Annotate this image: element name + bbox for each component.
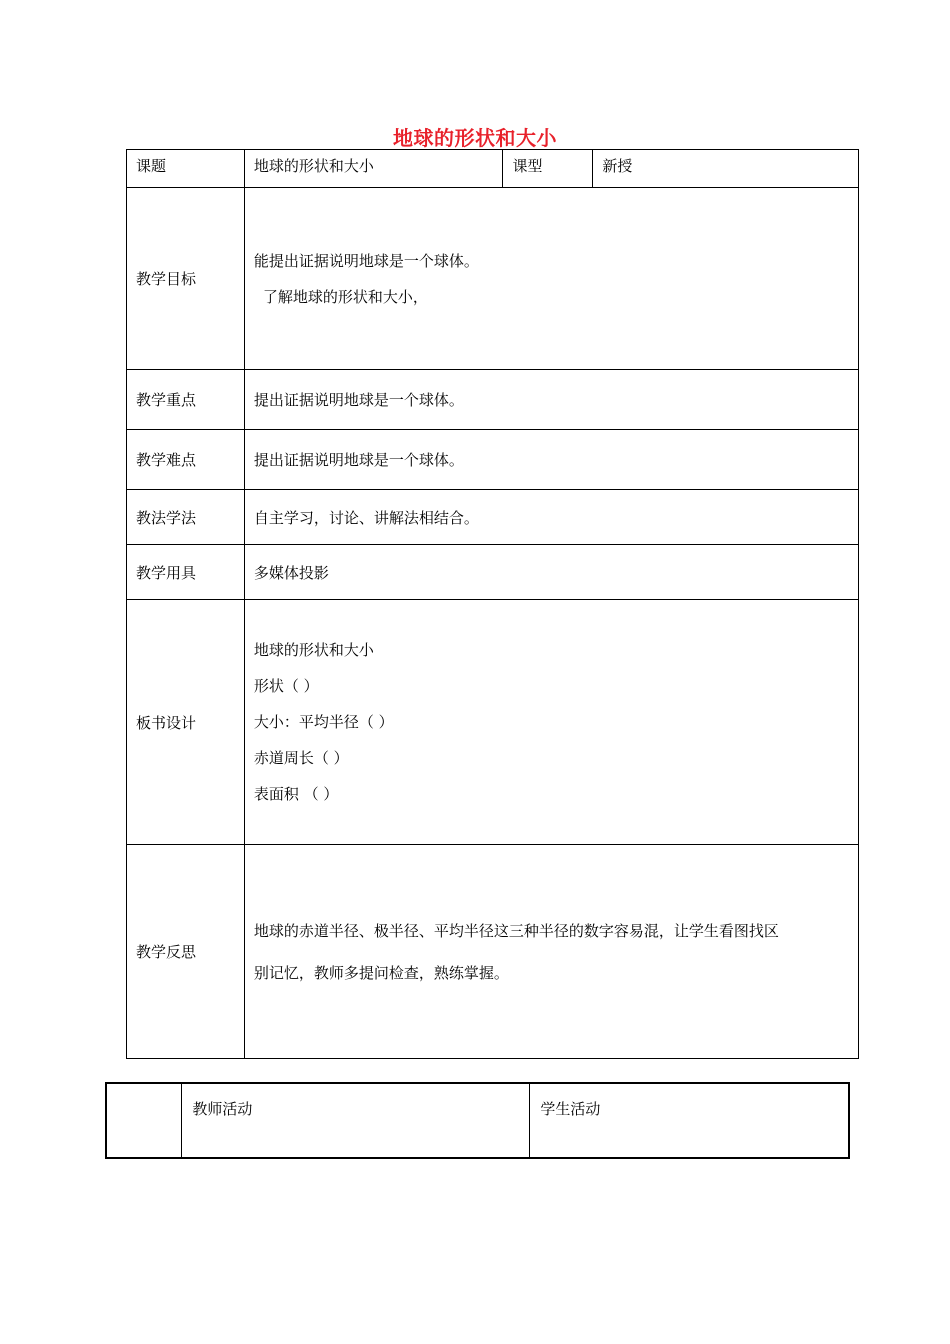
reflection-label: 教学反思 [127, 845, 245, 1059]
difficulties-row [127, 430, 859, 490]
reflection-row [127, 845, 859, 1059]
objective-line: 了解地球的形状和大小， [262, 287, 428, 306]
teacher-activity-header: 教师活动 [182, 1083, 530, 1158]
key-points-label: 教学重点 [127, 370, 245, 430]
activities-table [105, 1082, 850, 1159]
reflection-cell [244, 845, 858, 1059]
board-line: 表面积 （ ） [253, 785, 339, 803]
key-points-value: 提出证据说明地球是一个球体。 [244, 370, 858, 430]
objectives-label: 教学目标 [127, 188, 245, 370]
topic-value: 地球的形状和大小 [244, 150, 503, 188]
tools-value: 多媒体投影 [244, 545, 858, 600]
reflection-line: 地球的赤道半径、极半径、平均半径这三种半径的数字容易混，让学生看图找区 [253, 921, 779, 940]
page-title: 地球的形状和大小 [393, 126, 557, 150]
topic-label: 课题 [127, 150, 245, 188]
student-activity-header: 学生活动 [530, 1083, 849, 1158]
type-label: 课型 [503, 150, 593, 188]
objective-line: 能提出证据说明地球是一个球体。 [253, 251, 479, 270]
board-line: 大小：平均半径（ ） [253, 713, 394, 731]
difficulties-label: 教学难点 [127, 430, 245, 490]
board-row [127, 600, 859, 845]
lesson-plan-table [126, 149, 859, 1059]
type-value: 新授 [593, 150, 859, 188]
tools-label: 教学用具 [127, 545, 245, 600]
activities-header-row [106, 1083, 849, 1158]
activities-blank-cell [106, 1083, 182, 1158]
methods-label: 教法学法 [127, 490, 245, 545]
reflection-line: 别记忆，教师多提问检查，熟练掌握。 [253, 963, 509, 982]
topic-row [127, 150, 859, 188]
difficulties-value: 提出证据说明地球是一个球体。 [244, 430, 858, 490]
objectives-cell [244, 188, 858, 370]
methods-row [127, 490, 859, 545]
board-line: 赤道周长（ ） [253, 749, 349, 767]
tools-row [127, 545, 859, 600]
board-line: 形状（ ） [253, 677, 319, 695]
key-points-row [127, 370, 859, 430]
methods-value: 自主学习，讨论、讲解法相结合。 [244, 490, 858, 545]
board-cell [244, 600, 858, 845]
board-label: 板书设计 [127, 600, 245, 845]
board-line: 地球的形状和大小 [253, 641, 374, 659]
objectives-row [127, 188, 859, 370]
